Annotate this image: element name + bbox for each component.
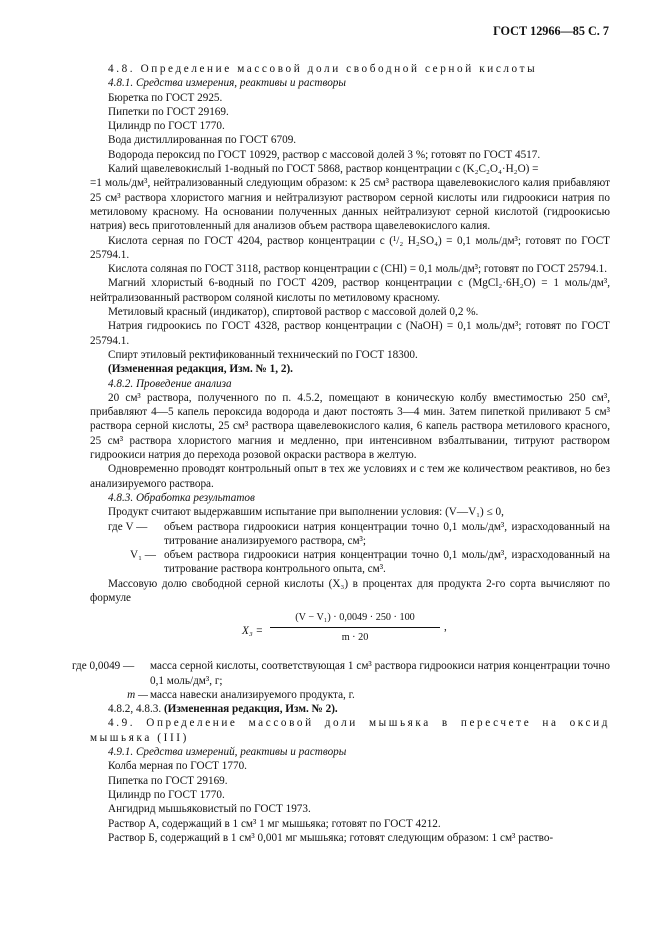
- formula-comma: ,: [444, 621, 447, 634]
- reagent-line: Пипетки по ГОСТ 29169.: [108, 105, 229, 118]
- revision-sections: 4.8.2, 4.8.3.: [108, 703, 162, 716]
- page-header: ГОСТ 12966—85 С. 7: [493, 24, 609, 38]
- section-4-9-1-title: 4.9.1. Средства измерений, реактивы и растворы: [108, 746, 347, 759]
- formula-intro: Массовую долю свободной серной кислоты (X₃) в процентах для продукта 2-го сорта вычисляют по формуле: [90, 577, 610, 604]
- formula-numerator: (V − V₁) · 0,0049 · 250 · 100: [295, 612, 415, 624]
- kalium-paragraph-rest: =1 моль/дм³, нейтрализованный следующим образом: к 25 см³ раствора щавелевокислого калия прибавляют 25 см³ раствора хлористого магния и нейтрализуют раствором серной кислоты или гидроокиси натрия по метиловому красному. На основании полученных данных нейтрализуют серной кислотой (гидроокисью натрия) весь приготовленный для анализов объем раствора щавелевокислого калия.: [90, 177, 610, 233]
- reagent-line: Водорода пероксид по ГОСТ 10929, раствор с массовой долей 3 %; готовят по ГОСТ 4517.: [108, 148, 541, 161]
- hydrochloric-acid-paragraph: Кислота соляная по ГОСТ 3118, раствор концентрации c (CHl) = 0,1 моль/дм³; готовят по ГОСТ 25794.1.: [108, 263, 608, 276]
- solution-b-line: Раствор Б, содержащий в 1 см³ 0,001 мг мышьяка; готовят следующим образом: 1 см³ раство-: [108, 831, 554, 844]
- document-body: [72, 62, 610, 845]
- definition-label: где V —: [108, 520, 148, 533]
- sodium-hydroxide-paragraph: Натрия гидроокись по ГОСТ 4328, раствор концентрации c (NaOH) = 0,1 моль/дм³; готовят по ГОСТ 25794.1.: [90, 320, 610, 347]
- revision-note-2: [90, 702, 610, 716]
- definition-text: масса серной кислоты, соответствующая 1 см³ раствора гидроокиси натрия концентрации точно 0,1 моль/дм³, г;: [150, 660, 610, 687]
- equipment-line: Пипетка по ГОСТ 29169.: [108, 774, 228, 787]
- section-4-8-title: 4.8. Определение массовой доли свободной серной кислоты: [108, 63, 538, 75]
- formula-lhs: X₃ =: [242, 625, 264, 638]
- revision-label: (Измененная редакция, Изм. № 2).: [163, 703, 338, 716]
- equipment-line: Цилиндр по ГОСТ 1770.: [108, 788, 225, 801]
- fraction-bar: [270, 627, 440, 628]
- sulfuric-acid-paragraph: Кислота серная по ГОСТ 4204, раствор концентрации c (¹/₂ H₂SO₄) = 0,1 моль/дм³; готовят по ГОСТ 25794.1.: [90, 234, 610, 261]
- solution-a-line: Раствор А, содержащий в 1 см³ 1 мг мышьяка; готовят по ГОСТ 4212.: [108, 817, 441, 830]
- definition-v1: [108, 548, 610, 577]
- formula-denominator: m · 20: [341, 632, 369, 644]
- definition-text: масса навески анализируемого продукта, г.: [150, 688, 355, 701]
- revision-note: (Измененная редакция, Изм. № 1, 2).: [108, 363, 293, 376]
- definition-label: V₁ —: [130, 549, 156, 562]
- definition-label: m —: [127, 688, 148, 701]
- reagent-line: Вода дистиллированная по ГОСТ 6709.: [108, 134, 297, 147]
- methyl-red-paragraph: Метиловый красный (индикатор), спиртовой раствор с массовой долей 0,2 %.: [108, 306, 479, 319]
- section-4-8-3-title: 4.8.3. Обработка результатов: [108, 491, 255, 504]
- reagent-line: Бюретка по ГОСТ 2925.: [108, 91, 223, 104]
- definition-text: объем раствора гидроокиси натрия концентрации точно 0,1 моль/дм³, израсходованный на титрование раствора контрольного опыта, см³.: [164, 549, 610, 576]
- definition-text: объем раствора гидроокиси натрия концентрации точно 0,1 моль/дм³, израсходованный на титрование анализируемого раствора, см³;: [164, 520, 610, 547]
- equipment-line: Колба мерная по ГОСТ 1770.: [108, 760, 247, 773]
- definition-v: [108, 520, 610, 549]
- reagent-line: Цилиндр по ГОСТ 1770.: [108, 120, 225, 133]
- magnesium-paragraph: Магний хлористый 6-водный по ГОСТ 4209, раствор концентрации c (MgCl₂·6H₂O) = 1 моль/дм³, нейтрализованный раствором соляной кислоты по метиловому красному.: [90, 277, 610, 304]
- condition-paragraph: Продукт считают выдержавшим испытание при выполнении условия: (V—V₁) ≤ 0,: [108, 506, 504, 519]
- definition-label: где 0,0049 —: [72, 660, 135, 673]
- formula: [90, 611, 610, 651]
- section-4-9-title: 4.9. Определение массовой доли мышьяка в пересчете на оксид мышьяка (III): [90, 717, 610, 744]
- section-4-8-1-title: 4.8.1. Средства измерения, реактивы и растворы: [108, 77, 346, 90]
- control-test-paragraph: Одновременно проводят контрольный опыт в тех же условиях и с тем же количеством реактивов, но без анализируемого раствора.: [90, 463, 610, 490]
- ethanol-paragraph: Спирт этиловый ректификованный технический по ГОСТ 18300.: [108, 348, 418, 361]
- analysis-paragraph: 20 см³ раствора, полученного по п. 4.5.2, помещают в коническую колбу вместимостью 250 см³, прибавляют 4—5 капель пероксида водорода и дают постоять 3—4 мин. Затем пипеткой приливают 5 см³ раствора серной кислоты, 25 см³ раствора щавелевокислого калия, 6 капель раствора метилового красного, 25 см³ раствора хлористого магния и медленно, при интенсивном взбалтывании, титруют раствором гидроокиси натрия до перехода розовой окраски раствора в желтую.: [90, 391, 610, 462]
- definition-0049: [72, 659, 610, 688]
- section-4-8-2-title: 4.8.2. Проведение анализа: [108, 377, 232, 390]
- equipment-line: Ангидрид мышьяковистый по ГОСТ 1973.: [108, 803, 311, 816]
- definition-m: [72, 688, 610, 702]
- kalium-paragraph-line1: Калий щавелевокислый 1-водный по ГОСТ 5868, раствор концентрации c (K₂C₂O₄·H₂O) =: [108, 163, 539, 176]
